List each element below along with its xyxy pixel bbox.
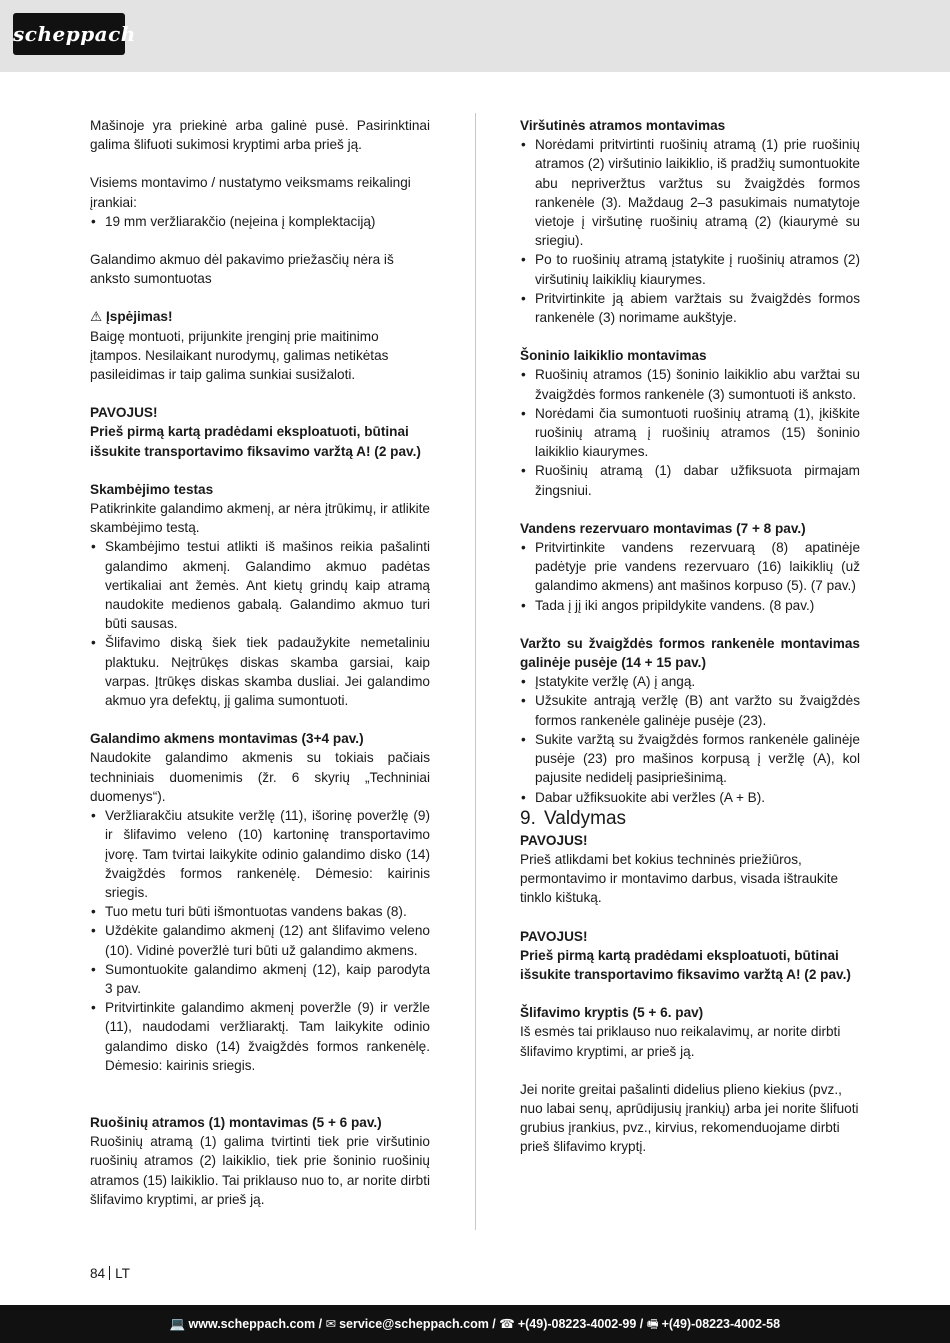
- warning-text: Baigę montuoti, prijunkite įrenginį prie maitinimo įtampos. Nesilaikant nurodymų, galimas netikėtas pasileidimas ir taip galima sunkiai susižaloti.: [90, 328, 389, 383]
- danger-heading: PAVOJUS!: [520, 928, 588, 944]
- tools-intro: Visiems montavimo / nustatymo veiksmams reikalingi įrankiai:: [90, 175, 411, 210]
- right-column: [520, 116, 860, 1157]
- website-link[interactable]: www.scheppach.com: [188, 1317, 316, 1331]
- list-item: • Sumontuokite galandimo akmenį (12), kaip parodyta 3 pav.: [90, 960, 430, 998]
- star-bolt-heading: Varžto su žvaigždės formos rankenėle montavimas galinėje pusėje (14 + 15 pav.): [520, 635, 860, 671]
- list-item: • Įstatykite veržlę (A) į angą.: [520, 672, 860, 691]
- list-item: • Užsukite antrąją veržlę (B) ant varžto su žvaigždės formos rankenėle galinėje pusėje (23).: [520, 691, 860, 729]
- list-item: • Dabar užfiksuokite abi veržles (A + B).: [520, 788, 860, 807]
- direction-heading: Šlifavimo kryptis (5 + 6. pav): [520, 1005, 704, 1021]
- list-item: • Skambėjimo testui atlikti iš mašinos reikia pašalinti galandimo akmenį. Galandimo akmuo padėtas vertikaliai ant žemės. Ant kietų grindų kaip atramą naudokite medienos gabalą. Galandimo akmuo turi būti sausas.: [90, 537, 430, 633]
- danger-heading: PAVOJUS!: [520, 832, 588, 848]
- water-tank-heading: Vandens rezervuaro montavimas (7 + 8 pav.): [520, 520, 806, 536]
- fax-icon: 🖷: [646, 1317, 659, 1331]
- list-item: • Pritvirtinkite ją abiem varžtais su žvaigždės formos rankenėle (3) norimame aukštyje.: [520, 289, 860, 327]
- warning-triangle-icon: ⚠: [90, 309, 103, 325]
- column-divider: [475, 113, 476, 1230]
- list-item: • Po to ruošinių atramą įstatykite į ruošinių atramos (2) viršutinių laikiklių kiaurymes.: [520, 250, 860, 288]
- list-item: • Pritvirtinkite galandimo akmenį poveržle (9) ir veržle (11), naudodami veržliaraktį. Tam laikykite odinio galandimo disko (14) žvaigždės formos rankenėlę. Dėmesio: kairinis sriegis.: [90, 998, 430, 1075]
- stone-mount-heading: Galandimo akmens montavimas (3+4 pav.): [90, 731, 364, 747]
- ring-test-list: [90, 537, 430, 710]
- intro-paragraph: Mašinoje yra priekinė arba galinė pusė. Pasirinktinai galima šlifuoti sukimosi kryptimi arba prieš ją.: [90, 118, 430, 153]
- ring-test-intro: Patikrinkite galandimo akmenį, ar nėra įtrūkimų, ir atlikite skambėjimo testą.: [90, 501, 430, 536]
- packaging-note: Galandimo akmuo dėl pakavimo priežasčių nėra iš anksto sumontuotas: [90, 252, 394, 287]
- left-column: [90, 116, 430, 1209]
- side-holder-list: [520, 365, 860, 499]
- list-item: • Norėdami pritvirtinti ruošinių atramą (1) prie ruošinių atramos (2) viršutinio laikiklio, iš pradžių sumontuokite abu nepriveržtus varžtus su žvaigždės formos rankenėle (3). Maždaug 2–3 pasukimais numatytoje vietoje į viršutinę ruošinių atramą (2) (kiaurymė su sriegiu).: [520, 135, 860, 250]
- phone-icon: ☎: [499, 1317, 515, 1331]
- list-item: • Sukite varžtą su žvaigždės formos rankenėle galinėje pusėje (23) pro mašinos korpusą į veržlę (A), kol pajusite nedidelį pasipriešinimą.: [520, 730, 860, 788]
- list-item: • Veržliarakčiu atsukite veržlę (11), išorinę poveržlę (9) ir šlifavimo veleno (10) kartoninę transportavimo įvorę. Tam tvirtai laikykite odinio galandimo disko (14) žvaigždės formos rankenėlę. Dėmesio: kairinis sriegis.: [90, 806, 430, 902]
- scheppach-logo: scheppach: [13, 13, 125, 55]
- list-item: • Uždėkite galandimo akmenį (12) ant šlifavimo veleno (10). Vidinė poveržlė turi būti už galandimo akmens.: [90, 921, 430, 959]
- ring-test-heading: Skambėjimo testas: [90, 481, 214, 497]
- star-bolt-list: [520, 672, 860, 806]
- upper-rest-list: [520, 135, 860, 327]
- danger-heading: PAVOJUS!: [90, 405, 158, 421]
- list-item: • Tuo metu turi būti išmontuotas vandens bakas (8).: [90, 902, 430, 921]
- danger-text: Prieš atlikdami bet kokius techninės priežiūros, permontavimo ir montavimo darbus, visada ištraukite tinklo kištuką.: [520, 851, 839, 906]
- section-heading: 9. Valdymas: [520, 807, 627, 829]
- mail-icon: ✉: [325, 1317, 337, 1331]
- page-number: 84 LT: [90, 1266, 130, 1281]
- stone-mount-list: [90, 806, 430, 1075]
- stone-mount-intro: Naudokite galandimo akmenis su tokiais pačiais techniniais duomenimis (žr. 6 skyrių „Techniniai duomenys“).: [90, 750, 430, 804]
- fax-number: +(49)-08223-4002-58: [661, 1317, 781, 1331]
- list-item: • Šlifavimo diską šiek tiek padaužykite nemetaliniu plaktuku. Neįtrūkęs diskas skamba garsiai, kaip varpas. Įtrūkęs diskas skamba dusliai. Jei galandimo akmuo yra defektų, jį galima sumontuoti.: [90, 633, 430, 710]
- danger-text: Prieš pirmą kartą pradėdami eksploatuoti, būtinai išsukite transportavimo fiksavimo varžtą A! (2 pav.): [90, 424, 421, 459]
- rest-mount-text: Ruošinių atramą (1) galima tvirtinti tiek prie viršutinio ruošinių atramos (2) laikiklio, tiek prie šoninio ruošinių atramos (15) laikiklio. Tai priklauso nuo to, ar norite dirbti šlifavimo kryptimi, ar prieš ją.: [90, 1134, 430, 1207]
- water-tank-list: [520, 538, 860, 615]
- list-item: • Norėdami čia sumontuoti ruošinių atramą (1), įkiškite ruošinių atramą į ruošinių atramos (15) šoninio laikiklio kiaurymes.: [520, 404, 860, 462]
- upper-rest-heading: Viršutinės atramos montavimas: [520, 118, 726, 133]
- email-link[interactable]: service@scheppach.com: [339, 1317, 489, 1331]
- computer-icon: 💻: [169, 1317, 186, 1331]
- page-footer: 💻 www.scheppach.com / ✉ service@scheppach.com / ☎ +(49)-08223-4002-99 / 🖷 +(49)-08223-4002-58: [0, 1305, 950, 1343]
- tools-list: [90, 212, 430, 231]
- list-item: • 19 mm veržliarakčio (neįeina į komplektaciją): [90, 212, 430, 231]
- list-item: • Ruošinių atramą (1) dabar užfiksuota pirmajam žingsniui.: [520, 461, 860, 499]
- page-header: [0, 0, 950, 72]
- side-holder-heading: Šoninio laikiklio montavimas: [520, 348, 707, 364]
- list-item: • Pritvirtinkite vandens rezervuarą (8) apatinėje padėtyje prie vandens rezervuaro (16) laikiklių (už galandimo akmens) ant mašinos korpuso (5). (7 pav.): [520, 538, 860, 596]
- phone-number: +(49)-08223-4002-99: [517, 1317, 637, 1331]
- rest-mount-heading: Ruošinių atramos (1) montavimas (5 + 6 pav.): [90, 1114, 382, 1130]
- direction-text: Jei norite greitai pašalinti didelius plieno kiekius (pvz., nuo labai senų, aprūdijusių įrankių) arba jei norite šlifuoti grubius įrankius, pvz., kirvius, rekomenduojame dirbti prieš šlifavimo kryptį.: [520, 1081, 859, 1155]
- danger-text: Prieš pirmą kartą pradėdami eksploatuoti, būtinai išsukite transportavimo fiksavimo varžtą A! (2 pav.): [520, 947, 851, 982]
- list-item: • Ruošinių atramos (15) šoninio laikiklio abu varžtai su žvaigždės formos rankenėle (3) sumontuoti iš anksto.: [520, 365, 860, 403]
- warning-heading: ⚠ Įspėjimas!: [90, 307, 430, 326]
- list-item: • Tada į jį iki angos pripildykite vandens. (8 pav.): [520, 596, 860, 615]
- direction-text: Iš esmės tai priklauso nuo reikalavimų, ar norite dirbti šlifavimo kryptimi, ar prieš ją.: [520, 1024, 841, 1059]
